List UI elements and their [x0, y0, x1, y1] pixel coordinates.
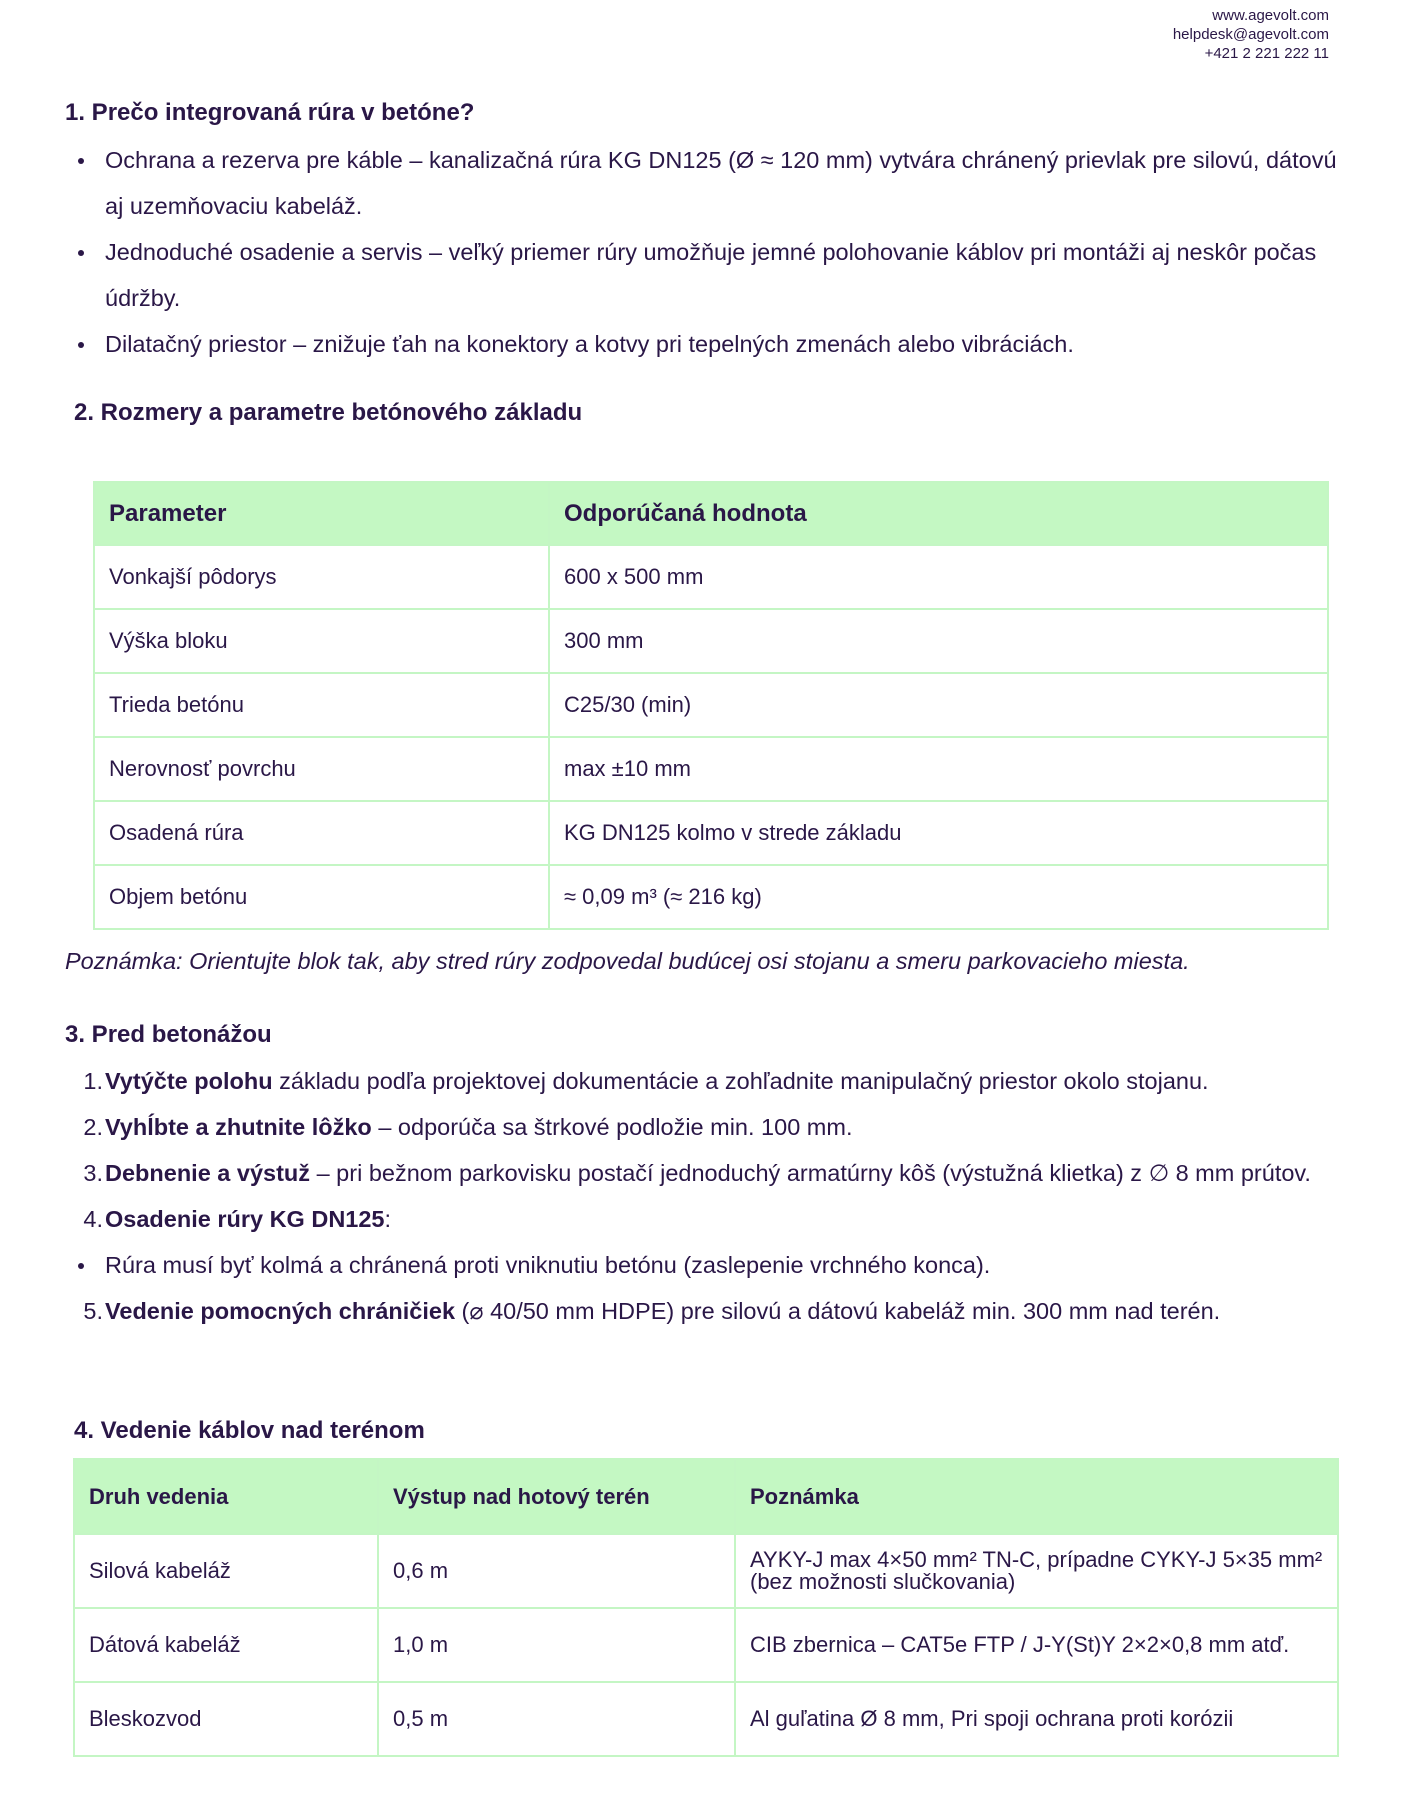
table-row [94, 865, 1328, 929]
value-cell: ≈ 0,09 m³ (≈ 216 kg) [549, 865, 1328, 929]
section1-bullets [65, 137, 1355, 367]
step-number: 5. [83, 1298, 103, 1324]
cable-type-cell: Silová kabeláž [74, 1534, 378, 1608]
height-cell: 0,6 m [378, 1534, 735, 1608]
height-cell: 0,5 m [378, 1682, 735, 1756]
phone-number: +421 2 221 222 11 [1204, 45, 1329, 62]
step-item [65, 1058, 1355, 1104]
step-number: 3. [83, 1160, 103, 1186]
email-link[interactable]: helpdesk@agevolt.com [1172, 26, 1329, 43]
pre-concreting-steps [65, 1058, 1355, 1334]
parameter-cell: Objem betónu [94, 865, 549, 929]
step-text: Rúra musí byť kolmá a chránená proti vniknutiu betónu (zaslepenie vrchného konca). [105, 1252, 991, 1278]
column-header: Výstup nad hotový terén [378, 1459, 735, 1534]
step-number: 1. [83, 1068, 103, 1094]
value-cell: 600 x 500 mm [549, 545, 1328, 609]
table-row [94, 673, 1328, 737]
step-text: : [384, 1206, 392, 1232]
table-row [94, 737, 1328, 801]
column-header: Druh vedenia [74, 1459, 378, 1534]
note-cell: Al guľatina Ø 8 mm, Pri spoji ochrana proti korózii [735, 1682, 1338, 1756]
step-number: 2. [83, 1114, 103, 1140]
cable-type-cell: Dátová kabeláž [74, 1608, 378, 1682]
table-header-row [94, 482, 1328, 545]
step-item [65, 1104, 1355, 1150]
step-lead: Vyhĺbte a zhutnite lôžko [105, 1114, 372, 1140]
column-header: Poznámka [735, 1459, 1338, 1534]
value-cell: C25/30 (min) [549, 673, 1328, 737]
value-cell: KG DN125 kolmo v strede základu [549, 801, 1328, 865]
bullet-item: Ochrana a rezerva pre káble – kanalizačná rúra KG DN125 (Ø ≈ 120 mm) vytvára chránený prievlak pre silovú, dátovú aj uzemňovaciu kabeláž. [65, 137, 1355, 229]
step-text: (⌀ 40/50 mm HDPE) pre silovú a dátovú kabeláž min. 300 mm nad terén. [455, 1298, 1221, 1324]
table-row [74, 1682, 1338, 1756]
step-text: – odporúča sa štrkové podložie min. 100 mm. [371, 1114, 853, 1140]
bullet-item: Jednoduché osadenie a servis – veľký priemer rúry umožňuje jemné polohovanie káblov pri montáži aj neskôr počas údržby. [65, 229, 1355, 321]
column-header: Parameter [94, 482, 549, 545]
table-row [94, 545, 1328, 609]
section4-title: 4. Vedenie káblov nad terénom [74, 1417, 425, 1444]
parameter-cell: Trieda betónu [94, 673, 549, 737]
table-row [94, 609, 1328, 673]
table-row [74, 1608, 1338, 1682]
note-cell: CIB zbernica – CAT5e FTP / J-Y(St)Y 2×2×0,8 mm atď. [735, 1608, 1338, 1682]
section1-title: 1. Prečo integrovaná rúra v betóne? [65, 99, 475, 126]
table-row [74, 1534, 1338, 1608]
bullet-item: Dilatačný priestor – znižuje ťah na konektory a kotvy pri tepelných zmenách alebo vibráciách. [65, 321, 1355, 367]
step-item [65, 1288, 1355, 1334]
step-text: základu podľa projektovej dokumentácie a zohľadnite manipulačný priestor okolo stojanu. [272, 1068, 1209, 1094]
note-cell: AYKY-J max 4×50 mm² TN-C, prípadne CYKY-J 5×35 mm² (bez možnosti slučkovania) [735, 1534, 1338, 1608]
cable-routing-table [73, 1458, 1339, 1757]
value-cell: 300 mm [549, 609, 1328, 673]
contact-block [1173, 6, 1329, 63]
section3-title: 3. Pred betonážou [65, 1021, 272, 1048]
step-lead: Debnenie a výstuž [105, 1160, 311, 1186]
step-lead: Vytýčte polohu [105, 1068, 273, 1094]
step-item [65, 1196, 1355, 1242]
step-lead: Osadenie rúry KG DN125 [105, 1206, 385, 1232]
parameter-cell: Výška bloku [94, 609, 549, 673]
step-subitem [65, 1242, 1355, 1288]
website-link[interactable]: www.agevolt.com [1212, 7, 1329, 24]
value-cell: max ±10 mm [549, 737, 1328, 801]
parameter-cell: Osadená rúra [94, 801, 549, 865]
column-header: Odporúčaná hodnota [549, 482, 1328, 545]
step-lead: Vedenie pomocných chráničiek [105, 1298, 456, 1324]
orientation-note: Poznámka: Orientujte blok tak, aby stred rúry zodpovedal budúcej osi stojanu a smeru parkovacieho miesta. [65, 948, 1190, 974]
concrete-parameters-table [93, 481, 1329, 930]
section2-title: 2. Rozmery a parametre betónového základu [74, 399, 583, 426]
step-number: 4. [83, 1206, 103, 1232]
step-item [65, 1150, 1355, 1196]
table-row [94, 801, 1328, 865]
cable-type-cell: Bleskozvod [74, 1682, 378, 1756]
parameter-cell: Nerovnosť povrchu [94, 737, 549, 801]
parameter-cell: Vonkajší pôdorys [94, 545, 549, 609]
step-text: – pri bežnom parkovisku postačí jednoduchý armatúrny kôš (výstužná klietka) z ∅ 8 mm prútov. [310, 1160, 1311, 1186]
height-cell: 1,0 m [378, 1608, 735, 1682]
table-header-row [74, 1459, 1338, 1534]
